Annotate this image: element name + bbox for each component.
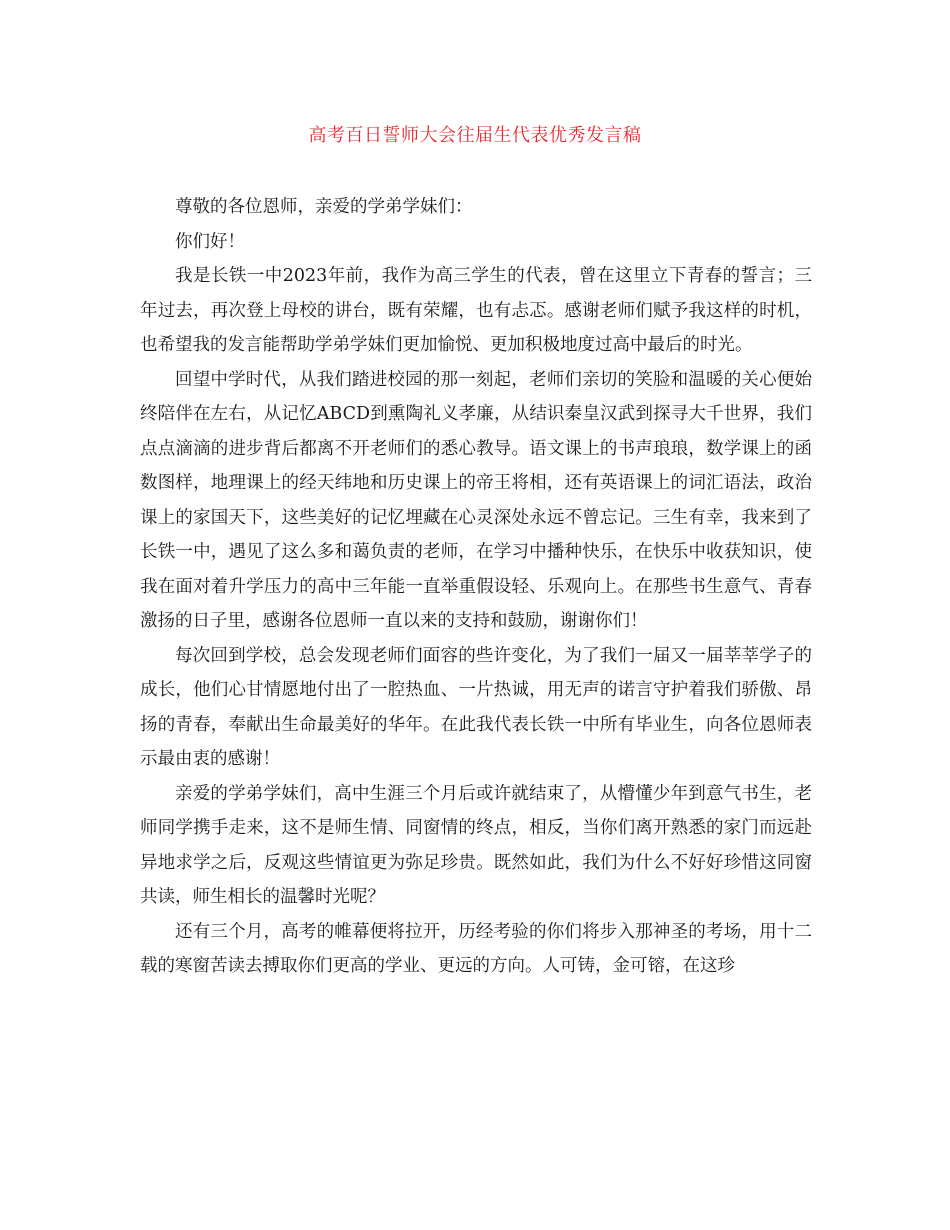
paragraph: 回望中学时代，从我们踏进校园的那一刻起，老师们亲切的笑脸和温暖的关心便始终陪伴在左右，从记忆ABCD到熏陶礼义孝廉，从结识秦皇汉武到探寻大千世界，我们点点滴滴的进步背后都离不开老师们的悉心教导。语文课上的书声琅琅，数学课上的函数图样，地理课上的经天纬地和历史课上的帝王将相，还有英语课上的词汇语法，政治课上的家国天下，这些美好的记忆埋藏在心灵深处永远不曾忘记。三生有幸，我来到了长铁一中，遇见了这么多和蔼负责的老师，在学习中播种快乐，在快乐中收获知识，使我在面对着升学压力的高中三年能一直举重假设轻、乐观向上。在那些书生意气、青春激扬的日子里，感谢各位恩师一直以来的支持和鼓励，谢谢你们！ [140, 369, 812, 631]
paragraph: 我是长铁一中2023年前，我作为高三学生的代表，曾在这里立下青春的誓言；三年过去，再次登上母校的讲台，既有荣耀，也有忐忑。感谢老师们赋予我这样的时机，也希望我的发言能帮助学弟学妹们更加愉悦、更加积极地度过高中最后的时光。 [140, 266, 812, 355]
document-title: 高考百日誓师大会往届生代表优秀发言稿 [308, 125, 642, 146]
paragraph: 还有三个月，高考的帷幕便将拉开，历经考验的你们将步入那神圣的考场，用十二载的寒窗苦读去搏取你们更高的学业、更远的方向。人可铸，金可镕，在这珍 [140, 921, 812, 976]
paragraph-greeting: 你们好！ [175, 231, 245, 252]
paragraph: 亲爱的学弟学妹们，高中生涯三个月后或许就结束了，从懵懂少年到意气书生，老师同学携手走来，这不是师生情、同窗情的终点，相反，当你们离开熟悉的家门而远赴异地求学之后，反观这些情谊更为弥足珍贵。既然如此，我们为什么不好好珍惜这同窗共读，师生相长的温馨时光呢？ [140, 783, 812, 907]
paragraph-salutation: 尊敬的各位恩师，亲爱的学弟学妹们： [175, 197, 473, 217]
paragraph: 每次回到学校，总会发现老师们面容的些许变化，为了我们一届又一届莘莘学子的成长，他们心甘情愿地付出了一腔热血、一片热诚，用无声的诺言守护着我们骄傲、昂扬的青春，奉献出生命最美好的华年。在此我代表长铁一中所有毕业生，向各位恩师表示最由衷的感谢！ [140, 645, 812, 769]
document-body [140, 190, 812, 984]
